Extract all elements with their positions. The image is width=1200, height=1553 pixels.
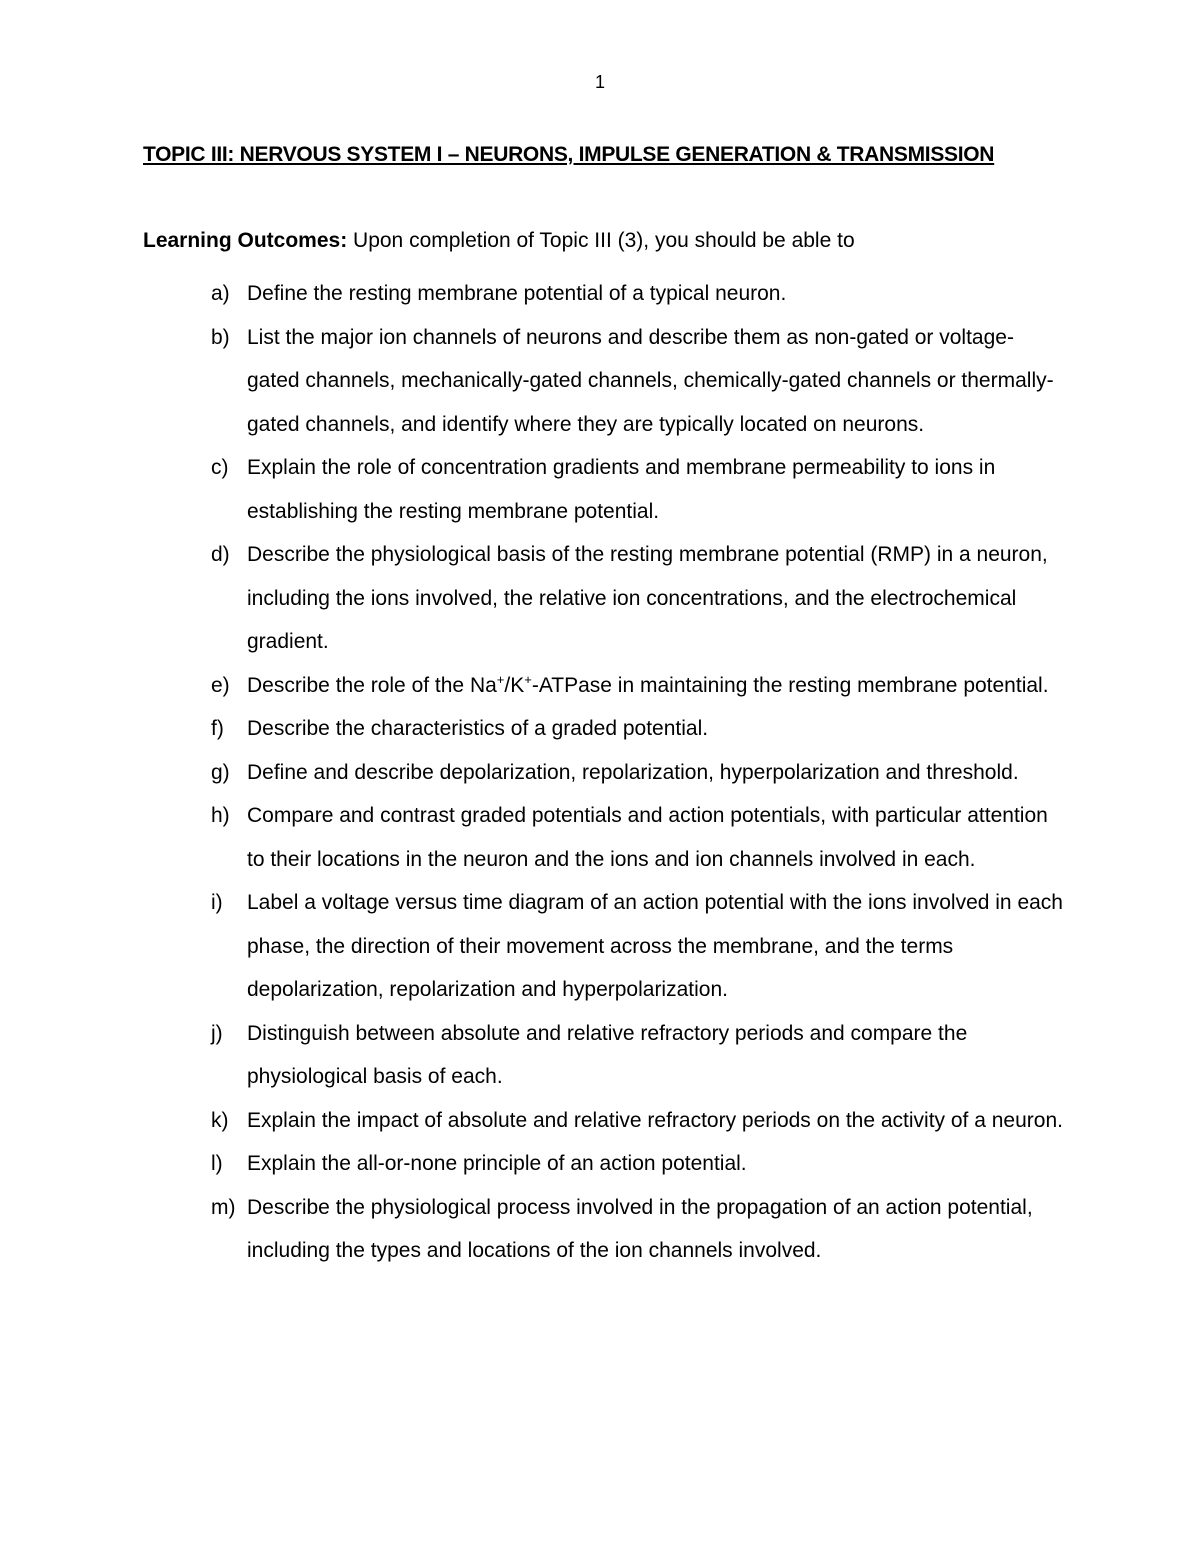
list-item: [143, 751, 1063, 795]
list-item: [143, 1186, 1063, 1273]
list-item-marker: a): [211, 282, 230, 305]
list-item: [143, 794, 1063, 881]
list-item-marker: b): [211, 325, 230, 349]
list-item-text-part: Describe the role of the Na: [247, 673, 497, 697]
superscript-plus: +: [496, 671, 505, 687]
list-item: [143, 272, 1063, 316]
list-item-marker: d): [211, 543, 230, 566]
list-item-text: List the major ion channels of neurons and describe them as non-gated or voltage-gated channels, mechanically-gated channels, chemically-gated channels or thermally-gated channels, and identify where they are typically located on neurons.: [247, 325, 1054, 436]
list-item: [143, 707, 1063, 751]
list-item: [143, 316, 1063, 447]
list-item-text: Describe the characteristics of a graded potential.: [247, 717, 709, 740]
list-item: [143, 1012, 1063, 1099]
learning-outcomes-intro: [143, 229, 855, 253]
learning-outcomes-intro-text: Upon completion of Topic III (3), you should be able to: [347, 229, 855, 252]
list-item-marker: c): [211, 456, 229, 479]
list-item-text: Compare and contrast graded potentials and action potentials, with particular attention to their locations in the neuron and the ions and ion channels involved in each.: [247, 804, 1048, 871]
list-item: [143, 664, 1063, 708]
list-item-text: Label a voltage versus time diagram of an action potential with the ions involved in each phase, the direction of their movement across the membrane, and the terms depolarization, repolarization and hyperpolarization.: [247, 891, 1063, 1001]
list-item-marker: h): [211, 804, 230, 827]
list-item: [143, 446, 1063, 533]
list-item-marker: g): [211, 760, 230, 784]
list-item-text: Explain the impact of absolute and relative refractory periods on the activity of a neuron.: [247, 1108, 1063, 1132]
list-item-text: Define and describe depolarization, repolarization, hyperpolarization and threshold.: [247, 760, 1019, 784]
page-number-text: 1: [594, 72, 605, 92]
list-item-text: Distinguish between absolute and relative refractory periods and compare the physiological basis of each.: [247, 1021, 968, 1088]
list-item: [143, 533, 1063, 664]
list-item-marker: l): [211, 1152, 223, 1175]
list-item-text: Define the resting membrane potential of a typical neuron.: [247, 282, 787, 305]
list-item-text: Explain the role of concentration gradients and membrane permeability to ions in establishing the resting membrane potential.: [247, 456, 996, 523]
list-item-marker: k): [211, 1108, 229, 1132]
list-item: [143, 1142, 1063, 1186]
list-item-marker: i): [211, 891, 223, 914]
topic-title: TOPIC III: NERVOUS SYSTEM I – NEURONS, IMPULSE GENERATION & TRANSMISSION: [143, 143, 995, 166]
list-item-text: Describe the physiological basis of the resting membrane potential (RMP) in a neuron, including the ions involved, the relative ion concentrations, and the electrochemical gradient.: [247, 543, 1048, 653]
page-number: [0, 72, 1200, 93]
list-item-marker: m): [211, 1195, 236, 1219]
list-item: [143, 1099, 1063, 1143]
list-item: [143, 881, 1063, 1012]
learning-outcomes-label: Learning Outcomes:: [143, 229, 348, 252]
list-item-marker: j): [211, 1021, 223, 1045]
list-item-text: Describe the physiological process involved in the propagation of an action potential, including the types and locations of the ion channels involved.: [247, 1195, 1033, 1262]
list-item-text-part: -ATPase in maintaining the resting membrane potential.: [531, 673, 1049, 697]
list-item-marker: e): [211, 673, 230, 697]
list-item-text: Explain the all-or-none principle of an action potential.: [247, 1152, 747, 1175]
list-item-marker: f): [211, 717, 224, 740]
learning-outcomes-list: [143, 272, 1063, 1273]
superscript-plus: +: [524, 671, 532, 687]
list-item-text-part: /K: [504, 673, 525, 697]
list-item-text: [247, 671, 1049, 697]
